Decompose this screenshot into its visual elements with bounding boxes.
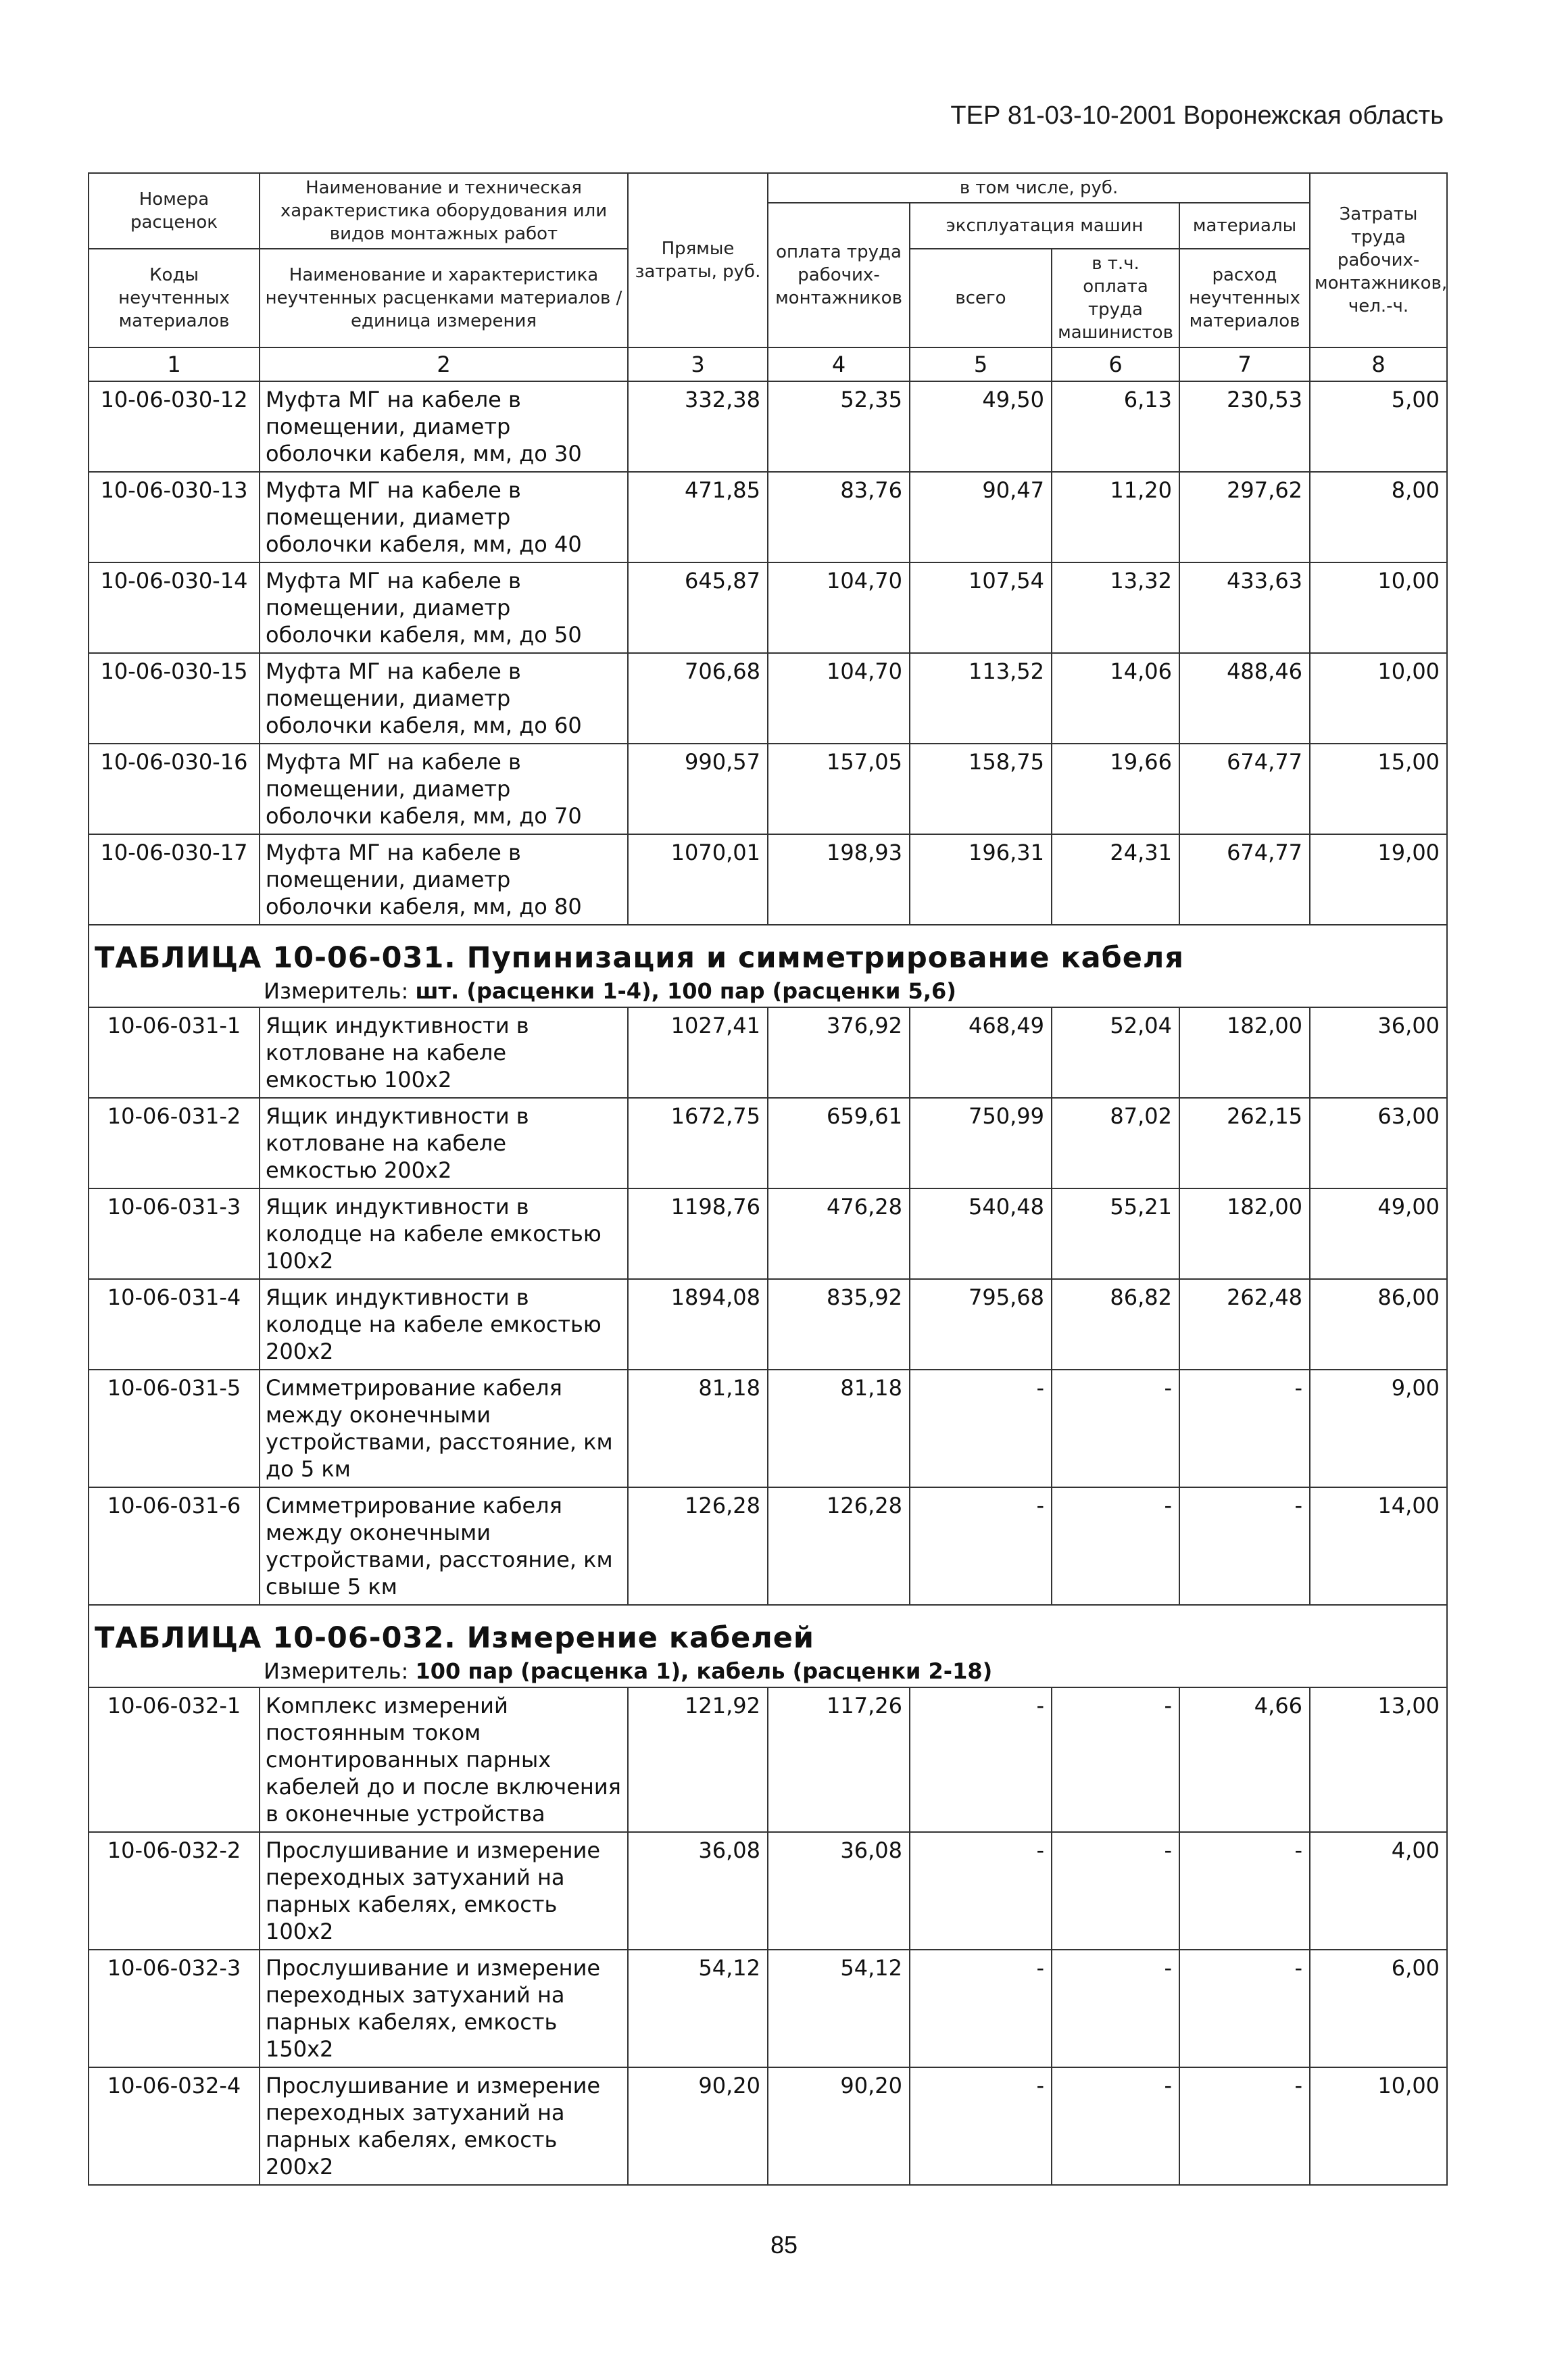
- labor-hours: 15,00: [1310, 744, 1447, 834]
- machines-total: -: [910, 1832, 1052, 1950]
- machinists-pay: -: [1052, 1370, 1179, 1487]
- section-unit: [95, 977, 1441, 1005]
- table-row: [89, 744, 1447, 834]
- rate-code: 10-06-031-6: [89, 1487, 260, 1605]
- machines-total: 196,31: [910, 834, 1052, 925]
- materials-usage: -: [1179, 2067, 1310, 2185]
- labor-hours: 8,00: [1310, 472, 1447, 562]
- table-body-032: [89, 1687, 1447, 2185]
- column-number: 2: [260, 347, 628, 381]
- machines-total: 468,49: [910, 1007, 1052, 1098]
- machinists-pay: 14,06: [1052, 653, 1179, 744]
- header-machines-total: всего: [910, 249, 1052, 347]
- materials-usage: -: [1179, 1832, 1310, 1950]
- header-machines-group: эксплуатация машин: [910, 203, 1179, 249]
- labor-hours: 10,00: [1310, 562, 1447, 653]
- materials-usage: -: [1179, 1370, 1310, 1487]
- machinists-pay: 52,04: [1052, 1007, 1179, 1098]
- column-numbers-row: [89, 347, 1447, 381]
- rate-code: 10-06-031-2: [89, 1098, 260, 1188]
- machines-total: -: [910, 2067, 1052, 2185]
- rate-code: 10-06-030-16: [89, 744, 260, 834]
- work-description: Прослушивание и измерение переходных затуханий на парных кабелях, емкость 150x2: [260, 1950, 628, 2067]
- direct-costs: 1894,08: [628, 1279, 768, 1370]
- machinists-pay: -: [1052, 2067, 1179, 2185]
- direct-costs: 54,12: [628, 1950, 768, 2067]
- table-body-031: [89, 1007, 1447, 1605]
- labor-pay: 198,93: [768, 834, 910, 925]
- machines-total: 750,99: [910, 1098, 1052, 1188]
- materials-usage: 182,00: [1179, 1188, 1310, 1279]
- machines-total: 158,75: [910, 744, 1052, 834]
- unit-label: Измеритель:: [264, 1658, 409, 1684]
- machinists-pay: 87,02: [1052, 1098, 1179, 1188]
- table-row: [89, 381, 1447, 472]
- labor-pay: 104,70: [768, 562, 910, 653]
- table-row: [89, 1279, 1447, 1370]
- labor-pay: 126,28: [768, 1487, 910, 1605]
- table-row: [89, 1487, 1447, 1605]
- section-title: ТАБЛИЦА 10-06-031. Пупинизация и симметрирование кабеля: [95, 941, 1184, 975]
- machinists-pay: 55,21: [1052, 1188, 1179, 1279]
- section-unit: [95, 1657, 1441, 1685]
- labor-pay: 835,92: [768, 1279, 910, 1370]
- labor-hours: 36,00: [1310, 1007, 1447, 1098]
- labor-hours: 49,00: [1310, 1188, 1447, 1279]
- labor-pay: 476,28: [768, 1188, 910, 1279]
- materials-usage: 262,48: [1179, 1279, 1310, 1370]
- header-materials-group: материалы: [1179, 203, 1310, 249]
- machines-total: -: [910, 1950, 1052, 2067]
- table-body-030: [89, 381, 1447, 925]
- materials-usage: 182,00: [1179, 1007, 1310, 1098]
- labor-hours: 86,00: [1310, 1279, 1447, 1370]
- rate-code: 10-06-032-2: [89, 1832, 260, 1950]
- labor-hours: 63,00: [1310, 1098, 1447, 1188]
- labor-pay: 81,18: [768, 1370, 910, 1487]
- rate-code: 10-06-032-3: [89, 1950, 260, 2067]
- labor-pay: 104,70: [768, 653, 910, 744]
- rate-code: 10-06-030-14: [89, 562, 260, 653]
- labor-pay: 376,92: [768, 1007, 910, 1098]
- rate-code: 10-06-032-1: [89, 1687, 260, 1832]
- direct-costs: 1070,01: [628, 834, 768, 925]
- unit-value: 100 пар (расценка 1), кабель (расценки 2-18): [415, 1658, 993, 1684]
- materials-usage: 230,53: [1179, 381, 1310, 472]
- table-row: [89, 1832, 1447, 1950]
- table-row: [89, 1188, 1447, 1279]
- header-col1-bottom: Коды неучтенных материалов: [89, 249, 260, 347]
- section-title: ТАБЛИЦА 10-06-032. Измерение кабелей: [95, 1621, 815, 1655]
- direct-costs: 1198,76: [628, 1188, 768, 1279]
- header-col1-top: Номера расценок: [89, 173, 260, 249]
- header-col2-bottom: Наименование и характеристика неучтенных расценками материалов / единица измерения: [260, 249, 628, 347]
- rate-code: 10-06-031-1: [89, 1007, 260, 1098]
- machines-total: 107,54: [910, 562, 1052, 653]
- header-direct-costs: Прямые затраты, руб.: [628, 173, 768, 347]
- machinists-pay: -: [1052, 1687, 1179, 1832]
- section-031-heading: [89, 925, 1447, 1007]
- labor-pay: 83,76: [768, 472, 910, 562]
- labor-hours: 5,00: [1310, 381, 1447, 472]
- table-row: [89, 834, 1447, 925]
- table-row: [89, 1370, 1447, 1487]
- labor-pay: 52,35: [768, 381, 910, 472]
- table-row: [89, 1687, 1447, 1832]
- machinists-pay: -: [1052, 1487, 1179, 1605]
- materials-usage: 262,15: [1179, 1098, 1310, 1188]
- rate-code: 10-06-030-12: [89, 381, 260, 472]
- header-materials-usage: расход неучтенных материалов: [1179, 249, 1310, 347]
- work-description: Прослушивание и измерение переходных затуханий на парных кабелях, емкость 100x2: [260, 1832, 628, 1950]
- rate-code: 10-06-030-17: [89, 834, 260, 925]
- work-description: Муфта МГ на кабеле в помещении, диаметр оболочки кабеля, мм, до 40: [260, 472, 628, 562]
- direct-costs: 990,57: [628, 744, 768, 834]
- machinists-pay: 19,66: [1052, 744, 1179, 834]
- machinists-pay: 6,13: [1052, 381, 1179, 472]
- work-description: Ящик индуктивности в колодце на кабеле емкостью 100x2: [260, 1188, 628, 1279]
- table-row: [89, 653, 1447, 744]
- column-number: 3: [628, 347, 768, 381]
- direct-costs: 126,28: [628, 1487, 768, 1605]
- direct-costs: 706,68: [628, 653, 768, 744]
- direct-costs: 1672,75: [628, 1098, 768, 1188]
- labor-hours: 4,00: [1310, 1832, 1447, 1950]
- direct-costs: 471,85: [628, 472, 768, 562]
- work-description: Комплекс измерений постоянным током смонтированных парных кабелей до и после включения в оконечные устройства: [260, 1687, 628, 1832]
- direct-costs: 81,18: [628, 1370, 768, 1487]
- labor-hours: 9,00: [1310, 1370, 1447, 1487]
- labor-pay: 54,12: [768, 1950, 910, 2067]
- machines-total: 49,50: [910, 381, 1052, 472]
- work-description: Муфта МГ на кабеле в помещении, диаметр оболочки кабеля, мм, до 70: [260, 744, 628, 834]
- direct-costs: 645,87: [628, 562, 768, 653]
- header-labor-pay: оплата труда рабочих-монтажников: [768, 203, 910, 347]
- section-032-heading: [89, 1605, 1447, 1687]
- labor-pay: 117,26: [768, 1687, 910, 1832]
- labor-hours: 19,00: [1310, 834, 1447, 925]
- page-number: 85: [770, 2231, 798, 2259]
- rate-code: 10-06-030-13: [89, 472, 260, 562]
- materials-usage: 488,46: [1179, 653, 1310, 744]
- machines-total: 90,47: [910, 472, 1052, 562]
- labor-pay: 36,08: [768, 1832, 910, 1950]
- column-number: 8: [1310, 347, 1447, 381]
- table-row: [89, 1007, 1447, 1098]
- machinists-pay: -: [1052, 1950, 1179, 2067]
- unit-value: шт. (расценки 1-4), 100 пар (расценки 5,6): [415, 978, 956, 1004]
- direct-costs: 121,92: [628, 1687, 768, 1832]
- materials-usage: 433,63: [1179, 562, 1310, 653]
- machines-total: 113,52: [910, 653, 1052, 744]
- materials-usage: 4,66: [1179, 1687, 1310, 1832]
- labor-hours: 10,00: [1310, 2067, 1447, 2185]
- table-row: [89, 1950, 1447, 2067]
- rate-code: 10-06-032-4: [89, 2067, 260, 2185]
- table-row: [89, 2067, 1447, 2185]
- column-number: 6: [1052, 347, 1179, 381]
- work-description: Ящик индуктивности в котловане на кабеле емкостью 100x2: [260, 1007, 628, 1098]
- price-table: [88, 172, 1448, 2186]
- materials-usage: -: [1179, 1950, 1310, 2067]
- machinists-pay: 24,31: [1052, 834, 1179, 925]
- labor-hours: 10,00: [1310, 653, 1447, 744]
- rate-code: 10-06-030-15: [89, 653, 260, 744]
- work-description: Прослушивание и измерение переходных затуханий на парных кабелях, емкость 200x2: [260, 2067, 628, 2185]
- work-description: Симметрирование кабеля между оконечными устройствами, расстояние, км свыше 5 км: [260, 1487, 628, 1605]
- column-number: 7: [1179, 347, 1310, 381]
- work-description: Ящик индуктивности в котловане на кабеле емкостью 200x2: [260, 1098, 628, 1188]
- machinists-pay: 13,32: [1052, 562, 1179, 653]
- labor-hours: 14,00: [1310, 1487, 1447, 1605]
- work-description: Муфта МГ на кабеле в помещении, диаметр оболочки кабеля, мм, до 50: [260, 562, 628, 653]
- labor-hours: 6,00: [1310, 1950, 1447, 2067]
- rate-code: 10-06-031-3: [89, 1188, 260, 1279]
- labor-pay: 157,05: [768, 744, 910, 834]
- direct-costs: 90,20: [628, 2067, 768, 2185]
- table-row: [89, 562, 1447, 653]
- header-including-group: в том числе, руб.: [768, 173, 1310, 203]
- direct-costs: 36,08: [628, 1832, 768, 1950]
- column-number: 4: [768, 347, 910, 381]
- work-description: Муфта МГ на кабеле в помещении, диаметр оболочки кабеля, мм, до 60: [260, 653, 628, 744]
- labor-hours: 13,00: [1310, 1687, 1447, 1832]
- document-title: ТЕР 81-03-10-2001 Воронежская область: [950, 101, 1444, 130]
- machines-total: -: [910, 1370, 1052, 1487]
- header-col2-top: Наименование и техническая характеристика оборудования или видов монтажных работ: [260, 173, 628, 249]
- table-header: [89, 173, 1447, 381]
- direct-costs: 332,38: [628, 381, 768, 472]
- machines-total: 540,48: [910, 1188, 1052, 1279]
- price-table-sheet: [88, 172, 1446, 2186]
- labor-pay: 90,20: [768, 2067, 910, 2185]
- rate-code: 10-06-031-5: [89, 1370, 260, 1487]
- materials-usage: -: [1179, 1487, 1310, 1605]
- header-machinists-pay: в т.ч. оплата труда машинистов: [1052, 249, 1179, 347]
- direct-costs: 1027,41: [628, 1007, 768, 1098]
- work-description: Симметрирование кабеля между оконечными устройствами, расстояние, км до 5 км: [260, 1370, 628, 1487]
- machinists-pay: 11,20: [1052, 472, 1179, 562]
- header-labor-hours: Затраты труда рабочих-монтажников, чел.-ч.: [1310, 173, 1447, 347]
- work-description: Ящик индуктивности в колодце на кабеле емкостью 200x2: [260, 1279, 628, 1370]
- materials-usage: 674,77: [1179, 744, 1310, 834]
- column-number: 5: [910, 347, 1052, 381]
- machines-total: -: [910, 1687, 1052, 1832]
- labor-pay: 659,61: [768, 1098, 910, 1188]
- machinists-pay: -: [1052, 1832, 1179, 1950]
- work-description: Муфта МГ на кабеле в помещении, диаметр оболочки кабеля, мм, до 80: [260, 834, 628, 925]
- materials-usage: 297,62: [1179, 472, 1310, 562]
- unit-label: Измеритель:: [264, 978, 409, 1004]
- materials-usage: 674,77: [1179, 834, 1310, 925]
- machinists-pay: 86,82: [1052, 1279, 1179, 1370]
- table-row: [89, 1098, 1447, 1188]
- table-row: [89, 472, 1447, 562]
- work-description: Муфта МГ на кабеле в помещении, диаметр оболочки кабеля, мм, до 30: [260, 381, 628, 472]
- column-number: 1: [89, 347, 260, 381]
- machines-total: 795,68: [910, 1279, 1052, 1370]
- machines-total: -: [910, 1487, 1052, 1605]
- rate-code: 10-06-031-4: [89, 1279, 260, 1370]
